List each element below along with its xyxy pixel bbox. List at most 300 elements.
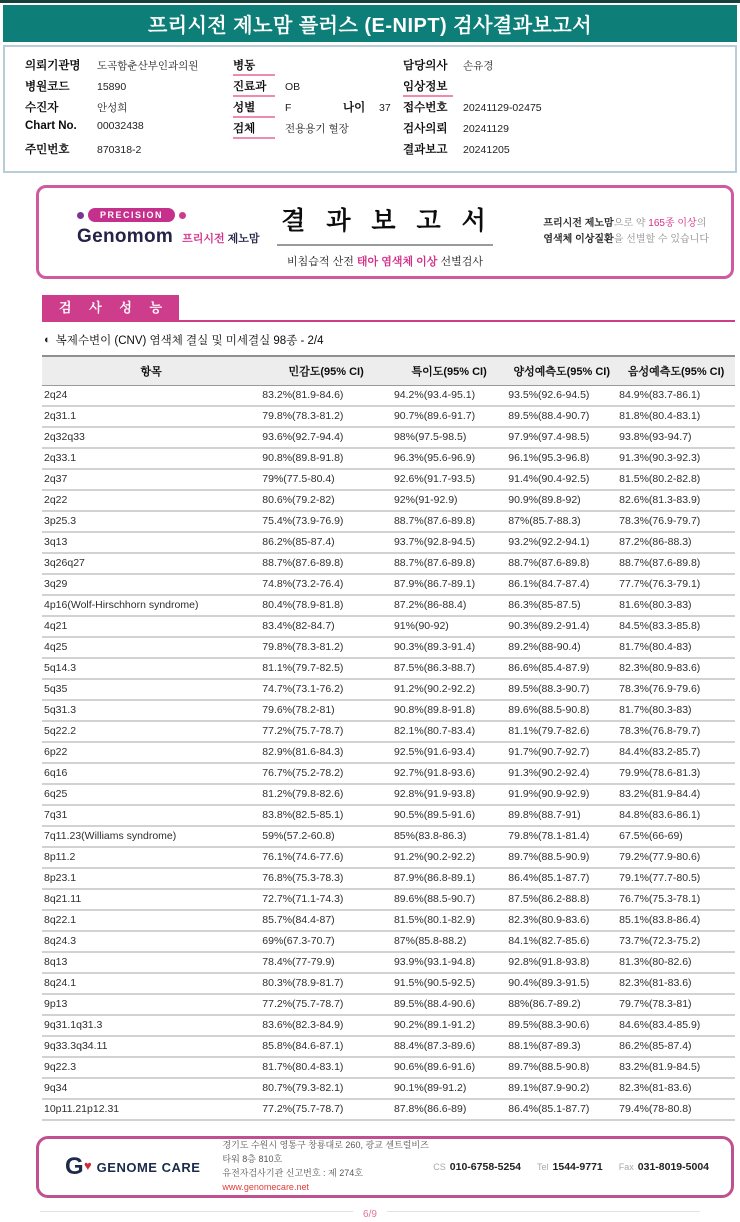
info-label: 결과보고 bbox=[403, 144, 448, 156]
table-cell: 77.2%(75.7-78.7) bbox=[260, 1099, 392, 1120]
info-value: 안성희 bbox=[97, 102, 128, 114]
table-cell: 91.3%(90.3-92.3) bbox=[617, 448, 735, 469]
info-value: 20241205 bbox=[463, 144, 510, 156]
info-value: 손유경 bbox=[463, 60, 494, 72]
table-cell: 90.3%(89.3-91.4) bbox=[392, 637, 506, 658]
table-cell: 4p16(Wolf-Hirschhorn syndrome) bbox=[42, 595, 260, 616]
table-row bbox=[42, 1015, 735, 1036]
table-cell: 82.3%(80.9-83.6) bbox=[506, 910, 617, 931]
table-row bbox=[42, 637, 735, 658]
genomom-logo bbox=[77, 208, 260, 248]
table-cell: 86.3%(85-87.5) bbox=[506, 595, 617, 616]
patient-info-column-2 bbox=[233, 57, 401, 141]
table-cell: 98%(97.5-98.5) bbox=[392, 427, 506, 448]
table-cell: 92%(91-92.9) bbox=[392, 490, 506, 511]
table-cell: 84.5%(83.3-85.8) bbox=[617, 616, 735, 637]
table-cell: 85.1%(83.8-86.4) bbox=[617, 910, 735, 931]
fax-number: 031-8019-5004 bbox=[637, 1161, 709, 1173]
table-cell: 90.2%(89.1-91.2) bbox=[392, 1015, 506, 1036]
table-row bbox=[42, 1078, 735, 1099]
table-cell: 75.4%(73.9-76.9) bbox=[260, 511, 392, 532]
table-cell: 3q29 bbox=[42, 574, 260, 595]
footer-address-line1: 경기도 수원시 영통구 창룡대로 260, 광교 센트럴비즈타워 8층 810호 bbox=[222, 1140, 429, 1165]
table-cell: 82.9%(81.6-84.3) bbox=[260, 742, 392, 763]
table-cell: 76.1%(74.6-77.6) bbox=[260, 847, 392, 868]
info-value: 00032438 bbox=[97, 120, 144, 132]
table-cell: 87.8%(86.6-89) bbox=[392, 1099, 506, 1120]
table-cell: 87.9%(86.8-89.1) bbox=[392, 868, 506, 889]
brand-kr-accent: 프리시전 bbox=[182, 233, 225, 245]
table-cell: 86.4%(85.1-87.7) bbox=[506, 868, 617, 889]
info-label: 수진자 bbox=[25, 102, 59, 114]
banner-note-bold-2: 염색체 이상질환 bbox=[543, 233, 614, 245]
table-cell: 8q24.3 bbox=[42, 931, 260, 952]
table-cell: 90.4%(89.3-91.5) bbox=[506, 973, 617, 994]
info-label: 의뢰기관명 bbox=[25, 60, 81, 72]
table-cell: 80.7%(79.3-82.1) bbox=[260, 1078, 392, 1099]
table-cell: 82.3%(80.9-83.6) bbox=[617, 658, 735, 679]
section-header-rule bbox=[42, 295, 735, 322]
section-subtitle: 복제수변이 (CNV) 염색체 결실 및 미세결실 98종 - 2/4 bbox=[55, 335, 324, 347]
table-cell: 6p22 bbox=[42, 742, 260, 763]
table-cell: 89.5%(88.4-90.7) bbox=[506, 406, 617, 427]
info-field-row bbox=[25, 78, 230, 99]
page-number: 6/9 bbox=[353, 1209, 387, 1220]
table-cell: 91.5%(90.5-92.5) bbox=[392, 973, 506, 994]
table-cell: 89.8%(88.7-91) bbox=[506, 805, 617, 826]
banner-note bbox=[543, 216, 709, 247]
footer-address-line2: 유전자검사기관 신고번호 : 제 274호 bbox=[222, 1168, 363, 1178]
table-cell: 94.2%(93.4-95.1) bbox=[392, 386, 506, 407]
table-cell: 87.5%(86.3-88.7) bbox=[392, 658, 506, 679]
table-cell: 87.5%(86.2-88.8) bbox=[506, 889, 617, 910]
table-row bbox=[42, 532, 735, 553]
performance-table bbox=[42, 355, 735, 1121]
table-cell: 91.2%(90.2-92.2) bbox=[392, 847, 506, 868]
table-cell: 92.8%(91.9-93.8) bbox=[392, 784, 506, 805]
table-cell: 88.1%(87-89.3) bbox=[506, 1036, 617, 1057]
info-value: F bbox=[285, 102, 292, 114]
table-cell: 91.3%(90.2-92.4) bbox=[506, 763, 617, 784]
info-label: 접수번호 bbox=[403, 102, 448, 114]
table-cell: 79.8%(78.3-81.2) bbox=[260, 637, 392, 658]
table-cell: 86.1%(84.7-87.4) bbox=[506, 574, 617, 595]
brand-kr: 제노맘 bbox=[227, 233, 260, 245]
table-row bbox=[42, 490, 735, 511]
table-cell: 81.7%(80.3-83) bbox=[617, 700, 735, 721]
table-cell: 90.8%(89.8-91.8) bbox=[392, 700, 506, 721]
genome-care-logo-text: GENOME CARE bbox=[96, 1159, 201, 1175]
info-label: 병동 bbox=[233, 57, 275, 76]
info-label: Chart No. bbox=[25, 120, 77, 132]
table-cell: 84.8%(83.6-86.1) bbox=[617, 805, 735, 826]
table-cell: 88.7%(87.6-89.8) bbox=[617, 553, 735, 574]
info-field-row bbox=[25, 57, 230, 78]
table-cell: 91%(90-92) bbox=[392, 616, 506, 637]
table-cell: 2q37 bbox=[42, 469, 260, 490]
table-cell: 88.4%(87.3-89.6) bbox=[392, 1036, 506, 1057]
table-row bbox=[42, 889, 735, 910]
table-cell: 2q33.1 bbox=[42, 448, 260, 469]
table-cell: 4q21 bbox=[42, 616, 260, 637]
table-cell: 74.7%(73.1-76.2) bbox=[260, 679, 392, 700]
table-row bbox=[42, 427, 735, 448]
table-cell: 79.6%(78.2-81) bbox=[260, 700, 392, 721]
table-column-header: 항목 bbox=[42, 356, 260, 386]
table-cell: 85%(83.8-86.3) bbox=[392, 826, 506, 847]
tel-number: 1544-9771 bbox=[552, 1161, 603, 1173]
table-row bbox=[42, 763, 735, 784]
report-title: 프리시전 제노맘 플러스 (E-NIPT) 검사결과보고서 bbox=[147, 15, 593, 37]
table-cell: 93.5%(92.6-94.5) bbox=[506, 386, 617, 407]
table-cell: 3q13 bbox=[42, 532, 260, 553]
table-row bbox=[42, 847, 735, 868]
table-row bbox=[42, 1099, 735, 1120]
table-cell: 5q31.3 bbox=[42, 700, 260, 721]
table-cell: 91.9%(90.9-92.9) bbox=[506, 784, 617, 805]
genome-care-heart-icon: ♥ bbox=[83, 1158, 92, 1173]
info-field-row bbox=[403, 120, 733, 141]
table-row bbox=[42, 973, 735, 994]
banner-note-gray-2: 의 bbox=[696, 218, 707, 229]
table-cell: 89.5%(88.3-90.6) bbox=[506, 1015, 617, 1036]
info-label: 주민번호 bbox=[25, 144, 70, 156]
banner-note-bold-1: 프리시전 제노맘 bbox=[543, 218, 614, 229]
table-cell: 90.1%(89-91.2) bbox=[392, 1078, 506, 1099]
table-cell: 7q11.23(Williams syndrome) bbox=[42, 826, 260, 847]
patient-info-column-3 bbox=[403, 57, 733, 162]
table-cell: 83.8%(82.5-85.1) bbox=[260, 805, 392, 826]
table-column-header: 민감도(95% CI) bbox=[260, 356, 392, 386]
info-field-row bbox=[403, 141, 733, 162]
result-report-banner bbox=[36, 185, 734, 279]
table-cell: 87.2%(86-88.3) bbox=[617, 532, 735, 553]
table-cell: 80.4%(78.9-81.8) bbox=[260, 595, 392, 616]
table-cell: 79.1%(77.7-80.5) bbox=[617, 868, 735, 889]
table-cell: 83.2%(81.9-84.6) bbox=[260, 386, 392, 407]
info-value: 전용용기 혈장 bbox=[285, 123, 349, 135]
table-cell: 76.8%(75.3-78.3) bbox=[260, 868, 392, 889]
table-cell: 72.7%(71.1-74.3) bbox=[260, 889, 392, 910]
table-cell: 90.3%(89.2-91.4) bbox=[506, 616, 617, 637]
table-cell: 76.7%(75.2-78.2) bbox=[260, 763, 392, 784]
table-cell: 86.2%(85-87.4) bbox=[260, 532, 392, 553]
table-cell: 67.5%(66-69) bbox=[617, 826, 735, 847]
table-cell: 79.8%(78.1-81.4) bbox=[506, 826, 617, 847]
table-row bbox=[42, 406, 735, 427]
genome-care-logo bbox=[65, 1155, 200, 1179]
banner-subtitle bbox=[255, 253, 515, 269]
table-cell: 93.7%(92.8-94.5) bbox=[392, 532, 506, 553]
table-cell: 81.1%(79.7-82.6) bbox=[506, 721, 617, 742]
table-cell: 89.2%(88-90.4) bbox=[506, 637, 617, 658]
table-row bbox=[42, 469, 735, 490]
table-cell: 2q24 bbox=[42, 386, 260, 407]
info-field-row bbox=[25, 120, 230, 141]
table-column-header: 양성예측도(95% CI) bbox=[506, 356, 617, 386]
brand-name: Genomom bbox=[77, 226, 174, 247]
table-cell: 77.7%(76.3-79.1) bbox=[617, 574, 735, 595]
table-cell: 81.2%(79.8-82.6) bbox=[260, 784, 392, 805]
table-row bbox=[42, 826, 735, 847]
patient-info-box bbox=[3, 45, 737, 173]
table-cell: 83.2%(81.9-84.5) bbox=[617, 1057, 735, 1078]
section-title-badge: 검 사 성 능 bbox=[42, 295, 179, 320]
table-cell: 82.6%(81.3-83.9) bbox=[617, 490, 735, 511]
table-cell: 91.7%(90.7-92.7) bbox=[506, 742, 617, 763]
info-field-row bbox=[233, 99, 401, 120]
info-label: 검체 bbox=[233, 120, 275, 139]
table-row bbox=[42, 616, 735, 637]
table-row bbox=[42, 511, 735, 532]
table-cell: 84.4%(83.2-85.7) bbox=[617, 742, 735, 763]
footer-contacts bbox=[433, 1161, 709, 1173]
report-title-bar bbox=[3, 5, 737, 42]
table-cell: 4q25 bbox=[42, 637, 260, 658]
table-cell: 6q16 bbox=[42, 763, 260, 784]
table-cell: 92.5%(91.6-93.4) bbox=[392, 742, 506, 763]
table-cell: 59%(57.2-60.8) bbox=[260, 826, 392, 847]
table-row bbox=[42, 742, 735, 763]
table-cell: 81.7%(80.4-83.1) bbox=[260, 1057, 392, 1078]
table-cell: 93.8%(93-94.7) bbox=[617, 427, 735, 448]
page-number-row bbox=[0, 1204, 740, 1218]
table-cell: 74.8%(73.2-76.4) bbox=[260, 574, 392, 595]
table-cell: 84.9%(83.7-86.1) bbox=[617, 386, 735, 407]
info-field-row bbox=[25, 141, 230, 162]
table-cell: 9q22.3 bbox=[42, 1057, 260, 1078]
table-cell: 2q22 bbox=[42, 490, 260, 511]
footer-website-link[interactable]: www.genomecare.net bbox=[222, 1181, 309, 1192]
info-label: 병원코드 bbox=[25, 81, 70, 93]
footer-box bbox=[36, 1136, 734, 1198]
table-row bbox=[42, 910, 735, 931]
table-cell: 78.3%(76.9-79.7) bbox=[617, 511, 735, 532]
info-value: 도곡함춘산부인과의원 bbox=[97, 60, 199, 72]
table-row bbox=[42, 868, 735, 889]
table-row bbox=[42, 1057, 735, 1078]
table-cell: 6q25 bbox=[42, 784, 260, 805]
banner-title: 결 과 보 고 서 bbox=[277, 201, 493, 246]
table-cell: 79.7%(78.3-81) bbox=[617, 994, 735, 1015]
table-cell: 85.8%(84.6-87.1) bbox=[260, 1036, 392, 1057]
table-cell: 93.2%(92.2-94.1) bbox=[506, 532, 617, 553]
table-cell: 78.4%(77-79.9) bbox=[260, 952, 392, 973]
table-cell: 92.8%(91.8-93.8) bbox=[506, 952, 617, 973]
info-label: 임상정보 bbox=[403, 78, 453, 97]
info-field-row bbox=[403, 78, 733, 99]
banner-note-gray-1: 으로 약 bbox=[613, 218, 649, 229]
tel-label: Tel bbox=[537, 1162, 549, 1172]
table-cell: 3p25.3 bbox=[42, 511, 260, 532]
table-cell: 8q21.11 bbox=[42, 889, 260, 910]
table-cell: 87.9%(86.7-89.1) bbox=[392, 574, 506, 595]
table-cell: 90.5%(89.5-91.6) bbox=[392, 805, 506, 826]
info-field-row bbox=[233, 57, 401, 78]
table-cell: 8p11.2 bbox=[42, 847, 260, 868]
table-cell: 81.6%(80.3-83) bbox=[617, 595, 735, 616]
badge-dot-left-icon bbox=[77, 212, 84, 219]
table-cell: 79.2%(77.9-80.6) bbox=[617, 847, 735, 868]
table-cell: 79%(77.5-80.4) bbox=[260, 469, 392, 490]
info-label: 성별 bbox=[233, 99, 275, 118]
table-cell: 88%(86.7-89.2) bbox=[506, 994, 617, 1015]
info-field-row bbox=[403, 99, 733, 120]
info-field-row bbox=[403, 57, 733, 78]
table-cell: 82.3%(81-83.6) bbox=[617, 973, 735, 994]
table-cell: 81.5%(80.1-82.9) bbox=[392, 910, 506, 931]
table-cell: 89.6%(88.5-90.7) bbox=[392, 889, 506, 910]
table-cell: 82.3%(81-83.6) bbox=[617, 1078, 735, 1099]
table-cell: 84.1%(82.7-85.6) bbox=[506, 931, 617, 952]
footer-address-block bbox=[222, 1139, 433, 1195]
table-cell: 92.7%(91.8-93.6) bbox=[392, 763, 506, 784]
table-cell: 81.1%(79.7-82.5) bbox=[260, 658, 392, 679]
table-cell: 8q24.1 bbox=[42, 973, 260, 994]
table-cell: 8q22.1 bbox=[42, 910, 260, 931]
table-cell: 90.6%(89.6-91.6) bbox=[392, 1057, 506, 1078]
table-cell: 88.7%(87.6-89.8) bbox=[506, 553, 617, 574]
table-cell: 89.1%(87.9-90.2) bbox=[506, 1078, 617, 1099]
banner-note-gray-3: 을 선별할 수 있습니다 bbox=[613, 233, 709, 245]
banner-subtitle-post: 선별검사 bbox=[437, 256, 483, 268]
table-header-row bbox=[42, 356, 735, 386]
info-value: 20241129 bbox=[463, 123, 509, 135]
table-cell: 9q33.3q34.11 bbox=[42, 1036, 260, 1057]
table-cell: 89.7%(88.5-90.9) bbox=[506, 847, 617, 868]
table-cell: 83.4%(82-84.7) bbox=[260, 616, 392, 637]
table-cell: 89.6%(88.5-90.8) bbox=[506, 700, 617, 721]
patient-info-column-1 bbox=[25, 57, 230, 162]
table-cell: 5q35 bbox=[42, 679, 260, 700]
table-cell: 77.2%(75.7-78.7) bbox=[260, 994, 392, 1015]
table-row bbox=[42, 805, 735, 826]
section-subtitle-row bbox=[44, 332, 740, 348]
table-row bbox=[42, 595, 735, 616]
table-row bbox=[42, 386, 735, 407]
precision-badge-row bbox=[77, 208, 260, 222]
info-value: 20241129-02475 bbox=[463, 102, 542, 114]
fax-label: Fax bbox=[618, 1162, 634, 1172]
table-cell: 90.8%(89.8-91.8) bbox=[260, 448, 392, 469]
table-cell: 89.5%(88.4-90.6) bbox=[392, 994, 506, 1015]
table-cell: 79.4%(78-80.8) bbox=[617, 1099, 735, 1120]
banner-note-accent: 165종 이상 bbox=[648, 218, 697, 229]
table-column-header: 음성예측도(95% CI) bbox=[617, 356, 735, 386]
table-cell: 81.5%(80.2-82.8) bbox=[617, 469, 735, 490]
precision-badge: PRECISION bbox=[88, 208, 175, 222]
table-cell: 96.3%(95.6-96.9) bbox=[392, 448, 506, 469]
half-circle-icon: ◐ bbox=[44, 334, 51, 346]
table-column-header: 특이도(95% CI) bbox=[392, 356, 506, 386]
table-cell: 87%(85.8-88.2) bbox=[392, 931, 506, 952]
info-field-row bbox=[233, 78, 401, 99]
info-label: 진료과 bbox=[233, 78, 275, 97]
table-cell: 93.9%(93.1-94.8) bbox=[392, 952, 506, 973]
table-cell: 84.6%(83.4-85.9) bbox=[617, 1015, 735, 1036]
top-border-line bbox=[0, 0, 740, 3]
table-cell: 3q26q27 bbox=[42, 553, 260, 574]
table-cell: 79.9%(78.6-81.3) bbox=[617, 763, 735, 784]
info-value: 15890 bbox=[97, 81, 127, 93]
info-value: 870318-2 bbox=[97, 144, 142, 156]
banner-subtitle-pre: 비침습적 산전 bbox=[287, 256, 357, 268]
table-cell: 96.1%(95.3-96.8) bbox=[506, 448, 617, 469]
table-cell: 9p13 bbox=[42, 994, 260, 1015]
table-cell: 89.7%(88.5-90.8) bbox=[506, 1057, 617, 1078]
table-cell: 88.7%(87.6-89.8) bbox=[260, 553, 392, 574]
genome-care-logo-g-icon: G ♥ bbox=[65, 1153, 92, 1180]
table-cell: 9q31.1q31.3 bbox=[42, 1015, 260, 1036]
table-cell: 80.6%(79.2-82) bbox=[260, 490, 392, 511]
table-cell: 97.9%(97.4-98.5) bbox=[506, 427, 617, 448]
info-label: 나이 bbox=[343, 102, 366, 114]
table-cell: 81.3%(80-82.6) bbox=[617, 952, 735, 973]
table-cell: 93.6%(92.7-94.4) bbox=[260, 427, 392, 448]
table-cell: 9q34 bbox=[42, 1078, 260, 1099]
table-cell: 73.7%(72.3-75.2) bbox=[617, 931, 735, 952]
table-cell: 86.2%(85-87.4) bbox=[617, 1036, 735, 1057]
table-cell: 77.2%(75.7-78.7) bbox=[260, 721, 392, 742]
table-cell: 78.3%(76.8-79.7) bbox=[617, 721, 735, 742]
table-cell: 80.3%(78.9-81.7) bbox=[260, 973, 392, 994]
banner-subtitle-accent: 태아 염색체 이상 bbox=[356, 256, 438, 268]
table-row bbox=[42, 952, 735, 973]
table-cell: 90.7%(89.6-91.7) bbox=[392, 406, 506, 427]
table-cell: 5q22.2 bbox=[42, 721, 260, 742]
info-label: 담당의사 bbox=[403, 60, 448, 72]
table-cell: 91.2%(90.2-92.2) bbox=[392, 679, 506, 700]
cs-label: CS bbox=[433, 1162, 446, 1172]
table-cell: 83.2%(81.9-84.4) bbox=[617, 784, 735, 805]
table-cell: 86.4%(85.1-87.7) bbox=[506, 1099, 617, 1120]
banner-center bbox=[255, 201, 515, 269]
table-cell: 92.6%(91.7-93.5) bbox=[392, 469, 506, 490]
table-cell: 87%(85.7-88.3) bbox=[506, 511, 617, 532]
info-value: 37 bbox=[379, 102, 391, 114]
table-cell: 7q31 bbox=[42, 805, 260, 826]
table-row bbox=[42, 721, 735, 742]
table-row bbox=[42, 574, 735, 595]
table-cell: 2q32q33 bbox=[42, 427, 260, 448]
table-cell: 2q31.1 bbox=[42, 406, 260, 427]
table-cell: 8p23.1 bbox=[42, 868, 260, 889]
table-row bbox=[42, 553, 735, 574]
table-cell: 85.7%(84.4-87) bbox=[260, 910, 392, 931]
table-row bbox=[42, 448, 735, 469]
table-cell: 90.9%(89.8-92) bbox=[506, 490, 617, 511]
table-row bbox=[42, 784, 735, 805]
info-label: 검사의뢰 bbox=[403, 123, 448, 135]
table-cell: 5q14.3 bbox=[42, 658, 260, 679]
table-row bbox=[42, 679, 735, 700]
table-cell: 88.7%(87.6-89.8) bbox=[392, 553, 506, 574]
table-cell: 91.4%(90.4-92.5) bbox=[506, 469, 617, 490]
table-cell: 69%(67.3-70.7) bbox=[260, 931, 392, 952]
table-row bbox=[42, 700, 735, 721]
info-value: OB bbox=[285, 81, 301, 93]
table-row bbox=[42, 658, 735, 679]
table-cell: 81.7%(80.4-83) bbox=[617, 637, 735, 658]
table-cell: 89.5%(88.3-90.7) bbox=[506, 679, 617, 700]
table-cell: 76.7%(75.3-78.1) bbox=[617, 889, 735, 910]
table-row bbox=[42, 994, 735, 1015]
table-cell: 86.6%(85.4-87.9) bbox=[506, 658, 617, 679]
badge-dot-right-icon bbox=[179, 212, 186, 219]
table-cell: 78.3%(76.9-79.6) bbox=[617, 679, 735, 700]
table-row bbox=[42, 1036, 735, 1057]
table-cell: 83.6%(82.3-84.9) bbox=[260, 1015, 392, 1036]
